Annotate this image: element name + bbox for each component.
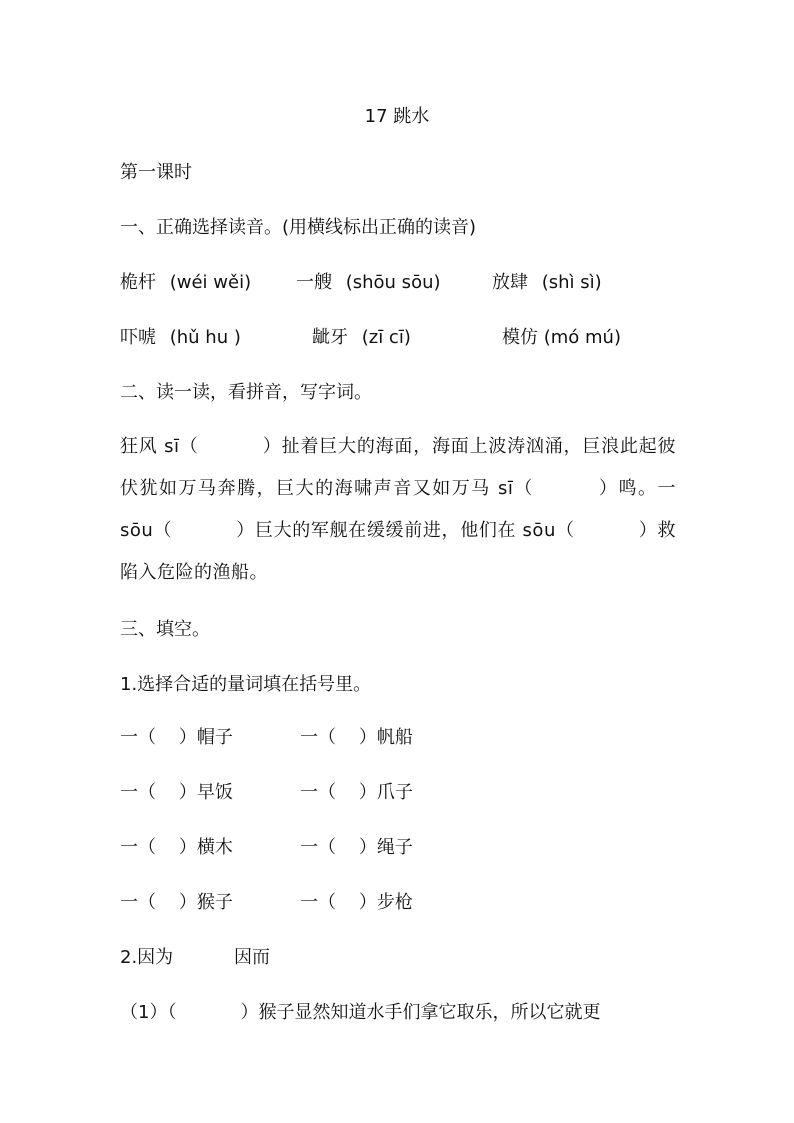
pinyin-item-3 <box>492 270 602 296</box>
paragraph-text: ）巨大的军舰在缓缓前进，他们在 sōu（ <box>236 520 575 541</box>
section2-heading: 二、读一读，看拼音，写字词。 <box>120 382 372 403</box>
paragraph-text: 狂风 sī（ <box>120 436 199 457</box>
pinyin-options: (shōu sōu) <box>345 272 441 293</box>
question1-heading: 1.选择合适的量词填在括号里。 <box>120 674 372 695</box>
section1-heading: 一、正确选择读音。(用横线标出正确的读音) <box>120 217 477 238</box>
paragraph-text: ）鸣。一 sōu（ <box>120 478 676 541</box>
pinyin-word: 模仿 <box>502 327 538 348</box>
pinyin-options: (zī cī) <box>361 327 411 348</box>
pinyin-word: 一艘 <box>296 272 332 293</box>
item-text: ）猴子显然知道水手们拿它取乐，所以它就更 <box>240 1002 601 1023</box>
document-title: 17 跳水 <box>364 106 430 127</box>
pinyin-item-4 <box>120 325 241 351</box>
pinyin-options: (wéi wěi) <box>169 272 252 293</box>
pinyin-item-6 <box>502 325 621 351</box>
measure-item: 一（ ）帆船 <box>300 727 413 748</box>
measure-item: 一（ ）横木 <box>120 837 233 858</box>
pinyin-options: (mó mú) <box>543 327 621 348</box>
fill-paragraph <box>120 426 676 594</box>
item-prefix: （1）（ <box>120 1002 177 1023</box>
question2-word-2: 因而 <box>234 947 270 968</box>
pinyin-word: 吓唬 <box>120 327 156 348</box>
measure-item: 一（ ）绳子 <box>300 837 413 858</box>
measure-item: 一（ ）猴子 <box>120 892 233 913</box>
section3-heading: 三、填空。 <box>120 619 210 640</box>
lesson-label: 第一课时 <box>120 162 192 183</box>
paragraph-text: ）扯着巨大的海面，海面上波涛汹涌，巨浪此起彼伏犹如万马奔腾，巨大的海啸声音又如万马 sī（ <box>120 436 676 499</box>
measure-item: 一（ ）步枪 <box>300 892 413 913</box>
question2-item-1 <box>120 1000 600 1026</box>
pinyin-item-2 <box>296 270 441 296</box>
pinyin-word: 龇牙 <box>312 327 348 348</box>
paragraph-text: ）救陷入危险的渔船。 <box>120 520 676 583</box>
measure-item: 一（ ）帽子 <box>120 727 233 748</box>
pinyin-item-5 <box>312 325 411 351</box>
measure-item: 一（ ）爪子 <box>300 782 413 803</box>
pinyin-word: 桅杆 <box>120 272 156 293</box>
question2-word-1: 2.因为 <box>120 947 174 968</box>
measure-item: 一（ ）早饭 <box>120 782 233 803</box>
pinyin-item-1 <box>120 270 251 296</box>
pinyin-word: 放肆 <box>492 272 528 293</box>
pinyin-options: (shì sì) <box>541 272 602 293</box>
pinyin-options: (hǔ hu ) <box>169 327 241 348</box>
